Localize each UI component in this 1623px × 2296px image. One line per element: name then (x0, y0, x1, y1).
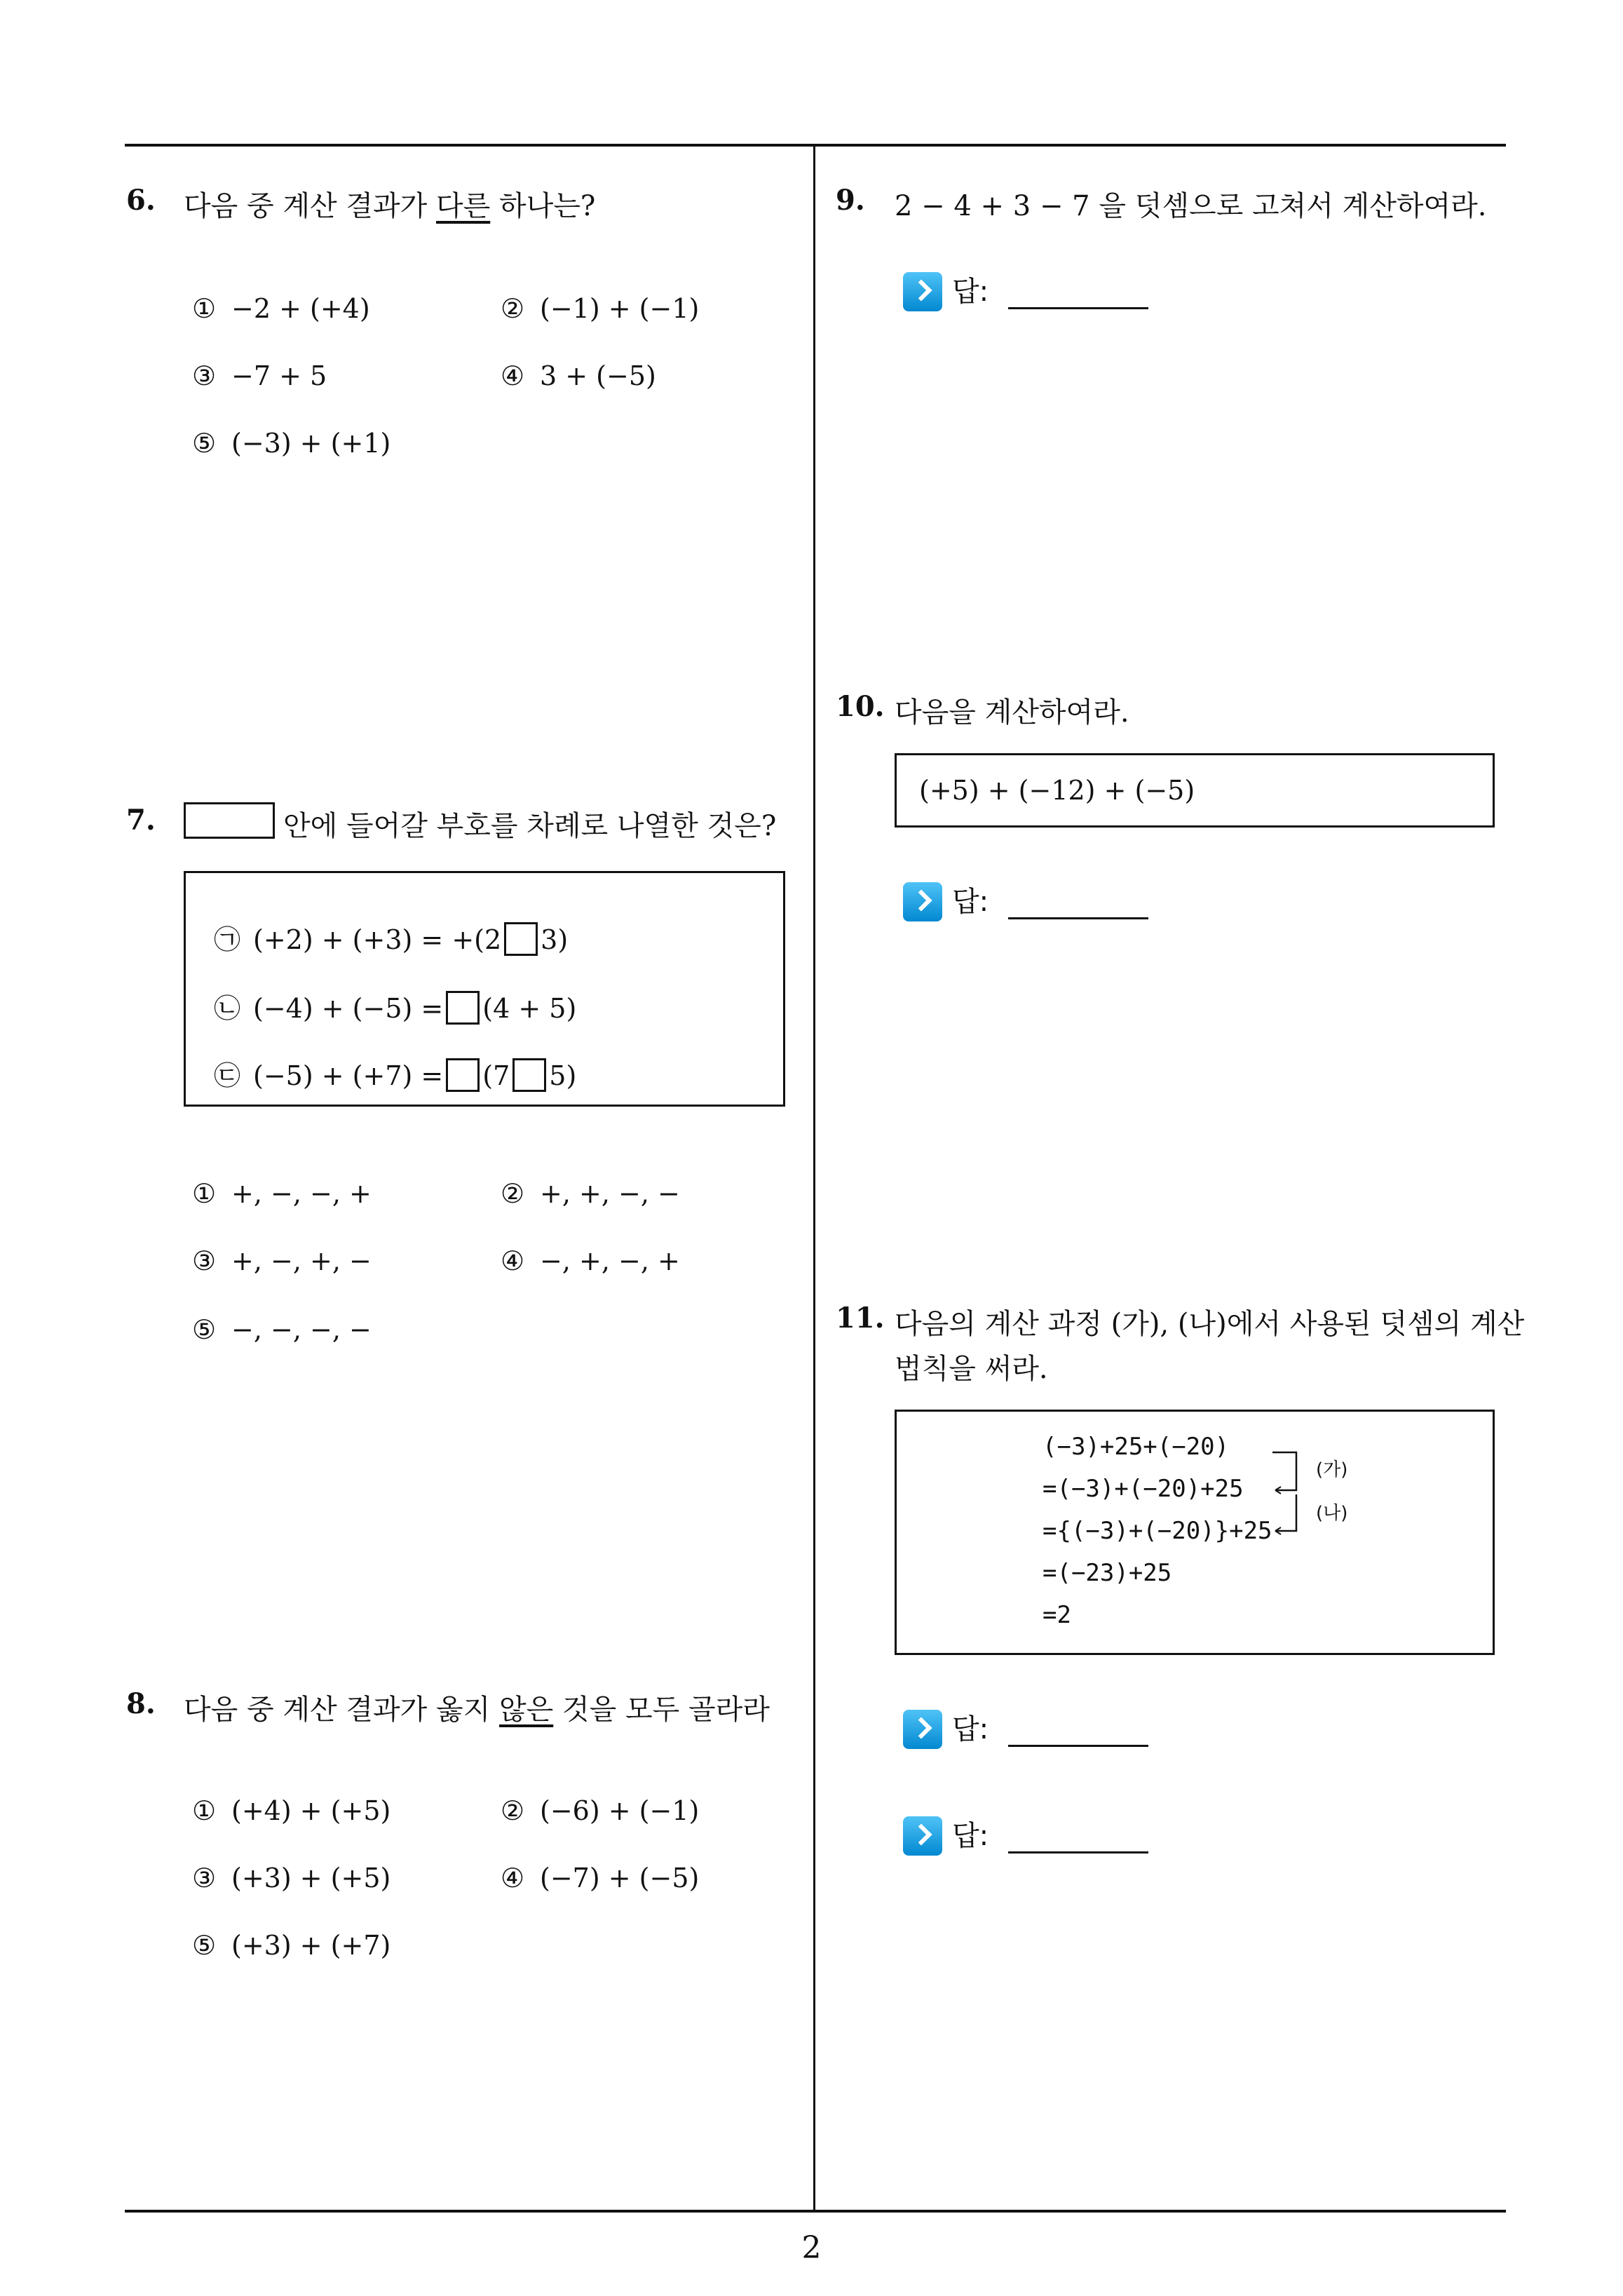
q11-label-ga: (가) (1316, 1459, 1348, 1480)
q8-choice-1[interactable] (192, 1795, 391, 1826)
answer-label: 답: (952, 1713, 989, 1745)
top-rule (125, 144, 1506, 147)
answer-line[interactable] (1008, 307, 1148, 309)
q7-choice-4[interactable] (501, 1245, 680, 1276)
blank-square[interactable] (446, 1058, 480, 1092)
q7-choice-2[interactable] (501, 1178, 680, 1209)
choice-text: (−1) + (−1) (540, 293, 700, 324)
q7-choice-5[interactable] (192, 1314, 372, 1345)
choice-number: ② (501, 1178, 525, 1209)
choice-number: ⑤ (192, 1930, 217, 1961)
question-11-text-line2: 법칙을 써라. (895, 1353, 1048, 1385)
line-text-a: (+2) + (+3) = +(2 (253, 924, 502, 955)
question-10-text: 다음을 계산하여라. (895, 696, 1129, 729)
line-mark: ㉢ (214, 1060, 241, 1091)
q8-choice-4[interactable] (501, 1863, 699, 1893)
answer-arrow-icon (903, 882, 942, 921)
choice-number: ④ (501, 1863, 525, 1893)
q11-label-na: (나) (1316, 1503, 1348, 1524)
answer-label: 답: (952, 886, 989, 918)
line-text-a: (−5) + (+7) = (253, 1060, 444, 1091)
choice-text: (−6) + (−1) (540, 1795, 700, 1826)
page-number: 2 (801, 2230, 822, 2266)
answer-arrow-icon (903, 1710, 942, 1749)
q11-answer-2[interactable] (903, 1814, 1155, 1856)
question-6-text (184, 184, 595, 224)
choice-text: (+3) + (+5) (231, 1863, 391, 1893)
choice-text: −, +, −, + (540, 1245, 680, 1276)
question-7-number: 7. (126, 804, 156, 837)
question-9-text: 2 − 4 + 3 − 7 을 덧셈으로 고쳐서 계산하여라. (895, 190, 1487, 222)
answer-label: 답: (952, 276, 989, 308)
q11-answer-1[interactable] (903, 1707, 1155, 1749)
question-8-text-a: 다음 중 계산 결과가 옳지 (184, 1694, 499, 1726)
question-6-text-underlined: 다른 (435, 190, 491, 222)
q11-step-4: =(−23)+25 (1043, 1559, 1172, 1587)
answer-label: 답: (952, 1820, 989, 1852)
line-text-b: 3) (541, 924, 569, 955)
choice-text: −7 + 5 (231, 360, 327, 391)
question-10-number: 10. (836, 690, 885, 723)
q10-answer[interactable] (903, 879, 1155, 921)
q11-step-3: ={(−3)+(−20)}+25 (1043, 1517, 1272, 1545)
question-9-number: 9. (836, 184, 865, 217)
blank-square[interactable] (512, 1058, 546, 1092)
choice-number: ⑤ (192, 428, 217, 459)
choice-number: ① (192, 1178, 217, 1209)
blank-square[interactable] (504, 922, 538, 956)
q6-choice-3[interactable] (192, 360, 327, 391)
choice-text: (−3) + (+1) (231, 428, 391, 459)
bottom-rule (125, 2210, 1506, 2213)
q7-choice-3[interactable] (192, 1245, 372, 1276)
question-7-text: 안에 들어갈 부호를 차례로 나열한 것은? (283, 810, 777, 842)
q7-line-c (214, 1054, 576, 1093)
choice-text: (+4) + (+5) (231, 1795, 391, 1826)
answer-arrow-icon (903, 1816, 942, 1856)
line-text-b: (4 + 5) (482, 993, 577, 1024)
choice-text: +, −, +, − (231, 1245, 372, 1276)
choice-number: ① (192, 1795, 217, 1826)
line-mark: ㉠ (214, 924, 241, 955)
choice-number: ② (501, 293, 525, 324)
answer-line[interactable] (1008, 917, 1148, 919)
line-mark: ㉡ (214, 993, 241, 1024)
q6-choice-4[interactable] (501, 360, 656, 391)
answer-arrow-icon (903, 272, 942, 311)
q8-choice-5[interactable] (192, 1930, 391, 1961)
q7-line-b (214, 987, 576, 1025)
choice-number: ⑤ (192, 1314, 217, 1345)
line-text-a: (−4) + (−5) = (253, 993, 444, 1024)
q6-choice-2[interactable] (501, 293, 699, 324)
column-divider (813, 145, 815, 2211)
answer-line[interactable] (1008, 1851, 1148, 1853)
blank-square[interactable] (446, 991, 480, 1025)
q8-choice-2[interactable] (501, 1795, 699, 1826)
q11-bracket-arrows (1261, 1440, 1317, 1538)
q11-step-5: =2 (1043, 1601, 1071, 1629)
choice-number: ③ (192, 360, 217, 391)
line-text-b: (7 (482, 1060, 510, 1091)
question-7-problem-box (184, 871, 785, 1107)
choice-text: (+3) + (+7) (231, 1930, 391, 1961)
choice-text: +, +, −, − (540, 1178, 680, 1209)
choice-number: ③ (192, 1863, 217, 1893)
q8-choice-3[interactable] (192, 1863, 391, 1893)
question-7-blank-box (184, 802, 275, 839)
choice-text: +, −, −, + (231, 1178, 372, 1209)
question-8-text (184, 1687, 770, 1727)
q7-choice-1[interactable] (192, 1178, 372, 1209)
choice-text: −2 + (+4) (231, 293, 370, 324)
q9-answer[interactable] (903, 269, 1155, 311)
question-6-text-a: 다음 중 계산 결과가 (184, 190, 436, 222)
choice-number: ④ (501, 360, 525, 391)
question-11-number: 11. (836, 1302, 885, 1335)
choice-text: 3 + (−5) (540, 360, 656, 391)
question-6-text-b: 하나는? (490, 190, 596, 222)
question-6-number: 6. (126, 184, 156, 217)
choice-text: (−7) + (−5) (540, 1863, 700, 1893)
q6-choice-1[interactable] (192, 293, 370, 324)
question-11-text-line1: 다음의 계산 과정 (가), (나)에서 사용된 덧셈의 계산 (895, 1308, 1525, 1340)
question-10-expression-box (895, 753, 1495, 828)
q11-step-1: (−3)+25+(−20) (1043, 1433, 1230, 1461)
choice-number: ③ (192, 1245, 217, 1276)
question-8-number: 8. (126, 1687, 156, 1720)
choice-number: ④ (501, 1245, 525, 1276)
question-8-text-b: 것을 모두 골라라 (553, 1694, 770, 1726)
question-10-expression: (+5) + (−12) + (−5) (919, 775, 1195, 806)
q11-step-2: =(−3)+(−20)+25 (1043, 1475, 1244, 1503)
answer-line[interactable] (1008, 1745, 1148, 1747)
q7-line-a (214, 918, 568, 957)
choice-number: ① (192, 293, 217, 324)
line-text-c: 5) (549, 1060, 577, 1091)
choice-number: ② (501, 1795, 525, 1826)
q6-choice-5[interactable] (192, 428, 391, 459)
question-11-process-box (895, 1410, 1495, 1655)
choice-text: −, −, −, − (231, 1314, 372, 1345)
question-8-text-underlined: 않은 (498, 1694, 554, 1726)
